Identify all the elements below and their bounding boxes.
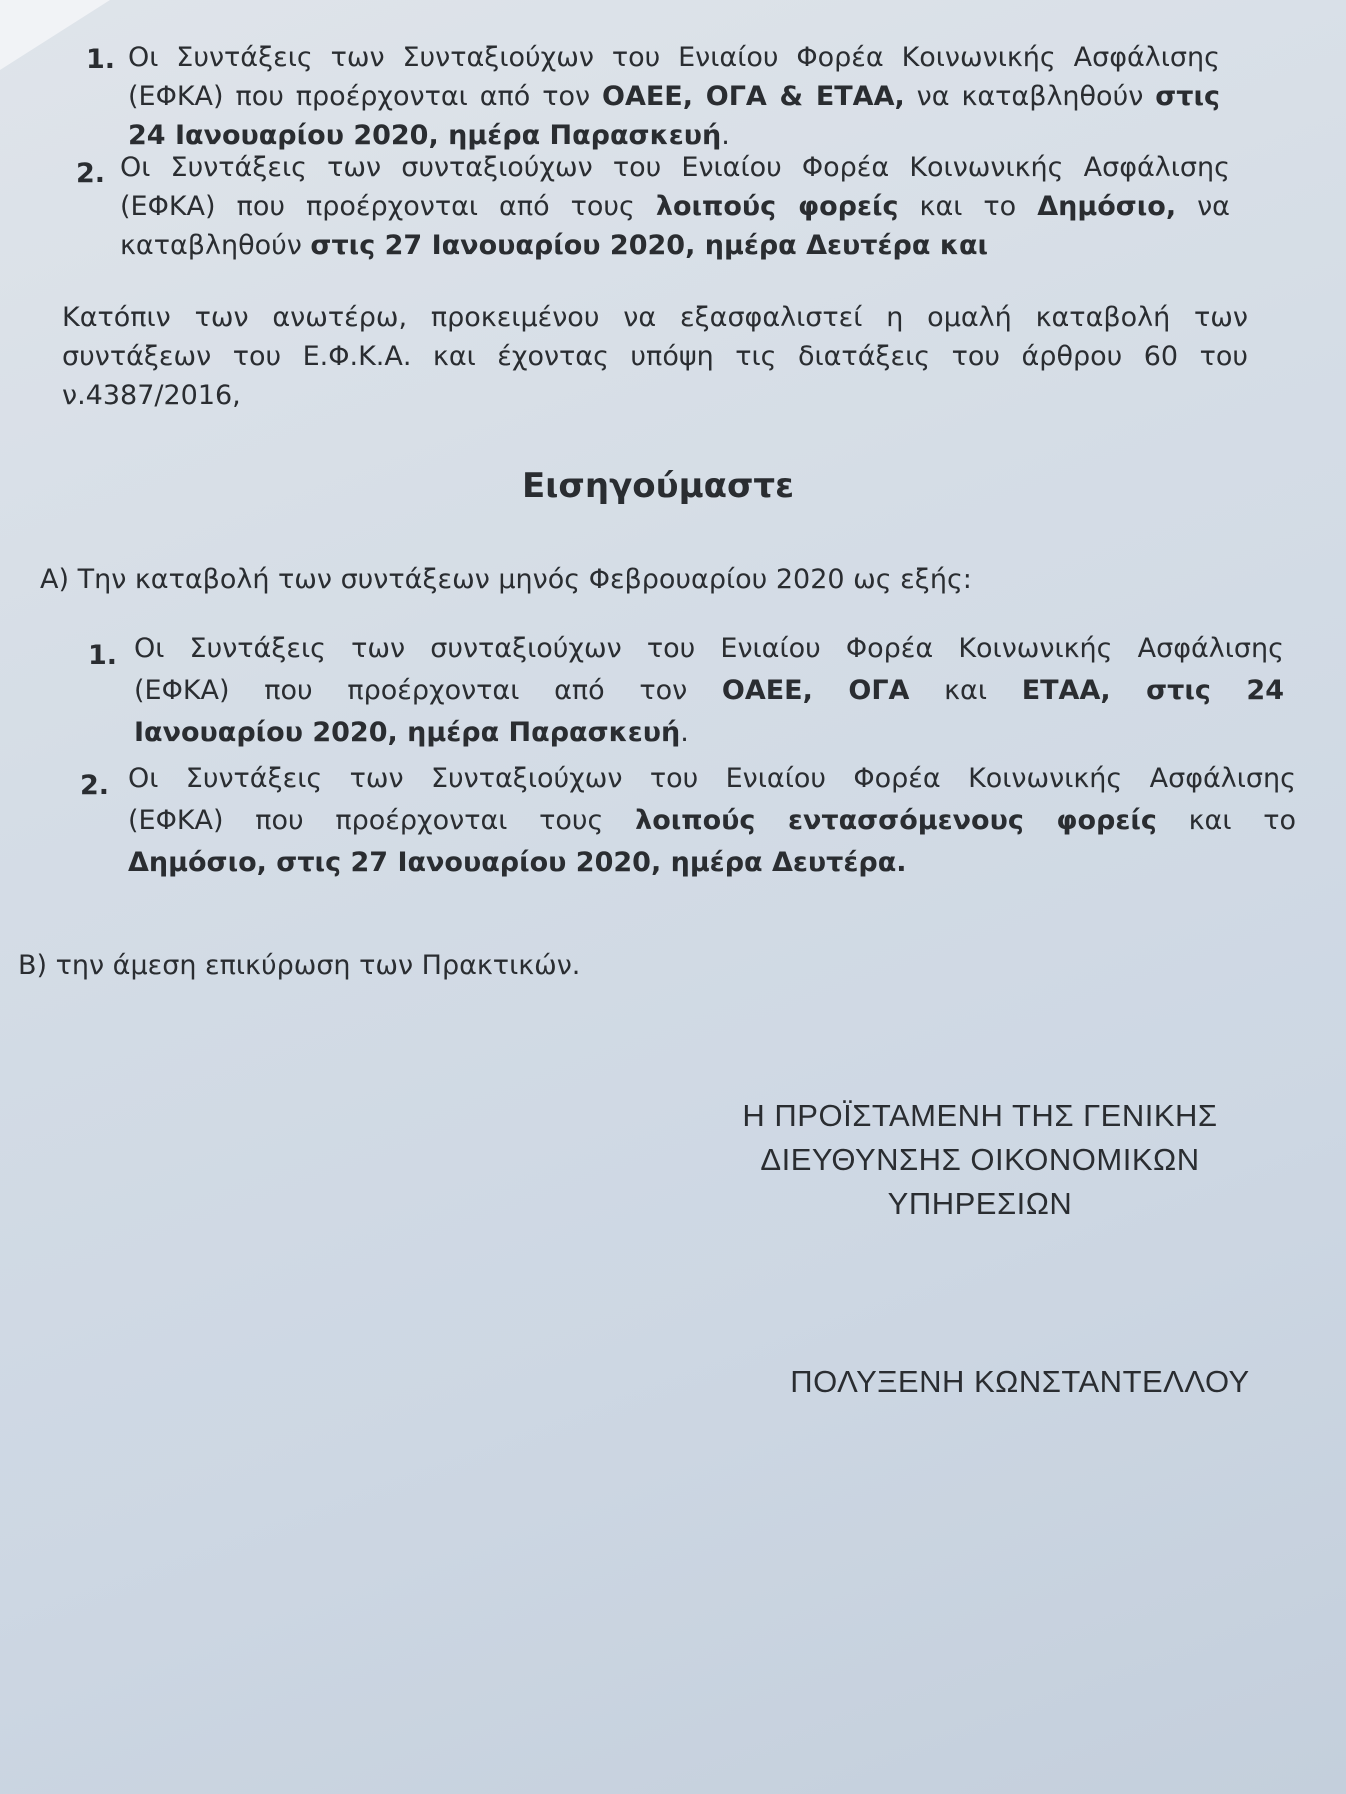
bold-span: στις 24 — [1110, 675, 1284, 706]
text-line — [134, 670, 1284, 712]
bold-span: στις 27 Ιανουαρίου 2020, ημέρα Δευτέρα και — [310, 230, 989, 261]
text-line: Οι Συντάξεις των Συνταξιούχων του Ενιαίου Φορέα Κοινωνικής Ασφάλισης — [128, 763, 1296, 794]
signatory-name: ΠΟΛΥΞΕΝΗ ΚΩΝΣΤΑΝΤΕΛΛΟΥ — [790, 1364, 1250, 1399]
bold-span: Ιανουαρίου 2020, ημέρα Παρασκευή — [134, 717, 681, 748]
bold-span: ΟΑΕΕ, ΟΓΑ & ΕΤΑΑ, — [602, 81, 905, 112]
bold-span: λοιπούς εντασσόμενους φορείς — [635, 805, 1157, 836]
section-a-item-1 — [134, 628, 1284, 754]
signature-title-line: ΥΠΗΡΕΣΙΩΝ — [887, 1186, 1073, 1221]
text-line — [134, 712, 1284, 754]
text-span: (ΕΦΚΑ) που προέρχονται τους — [128, 805, 636, 836]
text-line: Δημόσιο, στις 27 Ιανουαρίου 2020, ημέρα Δευτέρα. — [128, 847, 907, 878]
text-span: να — [1176, 191, 1230, 222]
bold-span: ΟΑΕΕ, ΟΓΑ — [721, 675, 910, 706]
top-list-item-2 — [120, 148, 1230, 265]
text-span: καταβληθούν — [120, 230, 311, 261]
list-number: 1. — [88, 640, 118, 671]
text-span: και το — [1156, 805, 1296, 836]
top-list-item-1 — [128, 38, 1220, 155]
text-line: Κατόπιν των ανωτέρω, προκειμένου να εξασφαλιστεί η ομαλή καταβολή των — [62, 302, 1248, 333]
text-span: . — [680, 717, 689, 748]
text-line: συντάξεων του Ε.Φ.Κ.Α. και έχοντας υπόψη τις διατάξεις του άρθρου 60 του — [62, 341, 1248, 372]
section-b-text: Β) την άμεση επικύρωση των Πρακτικών. — [18, 950, 581, 981]
signature-title — [720, 1094, 1240, 1226]
list-number: 2. — [80, 770, 110, 801]
text-line: Οι Συντάξεις των συνταξιούχων του Ενιαίου Φορέα Κοινωνικής Ασφάλισης — [134, 633, 1284, 664]
signature-title-line: ΔΙΕΥΘΥΝΣΗΣ ΟΙΚΟΝΟΜΙΚΩΝ — [760, 1142, 1200, 1177]
intro-paragraph — [62, 298, 1248, 415]
text-line: ν.4387/2016, — [62, 380, 241, 411]
text-span: (ΕΦΚΑ) που προέρχονται από τους — [120, 191, 656, 222]
text-span: να καταβληθούν — [904, 81, 1156, 112]
bold-span: 24 Ιανουαρίου 2020, ημέρα Παρασκευή — [128, 120, 722, 151]
signature-title-line: Η ΠΡΟΪΣΤΑΜΕΝΗ ΤΗΣ ΓΕΝΙΚΗΣ — [742, 1098, 1218, 1133]
list-number: 1. — [86, 44, 116, 75]
list-number: 2. — [76, 158, 106, 189]
text-line — [128, 800, 1296, 842]
section-a-item-2 — [128, 758, 1296, 884]
text-span: (ΕΦΚΑ) που προέρχονται από τον — [128, 81, 603, 112]
bold-span: ΕΤΑΑ, — [1021, 675, 1111, 706]
bold-span: στις — [1155, 81, 1220, 112]
text-span: . — [721, 120, 730, 151]
text-line — [120, 187, 1230, 226]
text-line: Οι Συντάξεις των Συνταξιούχων του Ενιαίου Φορέα Κοινωνικής Ασφάλισης — [128, 42, 1220, 73]
text-span: και — [909, 675, 1022, 706]
text-span: και το — [898, 191, 1038, 222]
section-a-title: Α) Την καταβολή των συντάξεων μηνός Φεβρουαρίου 2020 ως εξής: — [40, 564, 972, 595]
bold-span: λοιπούς φορείς — [655, 191, 899, 222]
text-line — [120, 226, 1230, 265]
text-span: (ΕΦΚΑ) που προέρχονται από τον — [134, 675, 722, 706]
text-line — [128, 77, 1220, 116]
bold-span: Δημόσιο, — [1037, 191, 1177, 222]
section-heading: Εισηγούμαστε — [521, 466, 795, 506]
text-line: Οι Συντάξεις των συνταξιούχων του Ενιαίου Φορέα Κοινωνικής Ασφάλισης — [120, 152, 1230, 183]
